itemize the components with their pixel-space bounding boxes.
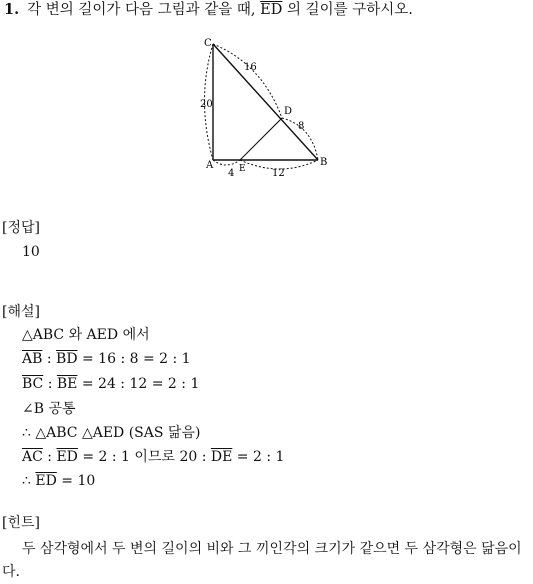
- ratio-middle: = 2 : 1 이므로 20 :: [77, 449, 211, 465]
- segment-ED: $\overline{ED}$: [56, 449, 78, 465]
- solution-line-4: ∠B 공통: [22, 401, 76, 417]
- solution-line-5: ∴ △ABC △AED (SAS 닮음): [22, 425, 201, 441]
- label-C: C: [204, 38, 212, 49]
- ratio-separator: :: [43, 376, 57, 392]
- ratio-result: = 2 : 1: [232, 449, 285, 465]
- label-B: B: [320, 157, 328, 168]
- solution-header: [해설]: [2, 304, 40, 320]
- length-AE: 4: [228, 168, 235, 179]
- solution-line-2: [22, 349, 191, 369]
- hint-text: 두 삼각형에서 두 변의 길이의 비와 그 끼인각의 크기가 같으면 두 삼각형은 닮음이다.: [2, 541, 522, 580]
- label-D: D: [284, 106, 293, 117]
- length-EB: 12: [272, 168, 285, 179]
- question: [4, 0, 413, 20]
- segment-AB: $\overline{AB}$: [22, 351, 43, 367]
- answer-header: [정답]: [2, 220, 40, 236]
- ratio-separator: :: [42, 449, 57, 465]
- ratio-separator: :: [42, 351, 57, 367]
- answer-value: 10: [22, 244, 40, 260]
- segment-DE: $\overline{DE}$: [210, 449, 233, 465]
- segment-BE: $\overline{BE}$: [56, 376, 78, 392]
- segment-AC: $\overline{AC}$: [22, 449, 43, 465]
- solution-line-6: [22, 447, 284, 467]
- label-A: A: [206, 160, 214, 171]
- ratio-result: = 24 : 12 = 2 : 1: [77, 376, 200, 392]
- length-DB: 8: [298, 121, 305, 132]
- segment-ED: [240, 118, 282, 160]
- segment-ED-final: $\overline{ED}$: [35, 473, 57, 489]
- solution-line-3: [22, 374, 199, 394]
- label-E: E: [239, 164, 246, 174]
- segment-BD: $\overline{BD}$: [56, 351, 78, 367]
- ratio-result: = 16 : 8 = 2 : 1: [77, 351, 191, 367]
- question-number: 1.: [4, 1, 20, 18]
- final-result: = 10: [56, 473, 96, 489]
- solution-line-1: △ABC 와 AED 에서: [22, 327, 150, 343]
- hint-header: [힌트]: [2, 515, 40, 531]
- arc-AE: [213, 160, 240, 165]
- side-CB: [213, 44, 318, 160]
- question-text-before: 각 변의 길이가 다음 그림과 같을 때,: [27, 2, 256, 18]
- solution-line-7: [22, 471, 95, 491]
- length-CA: 20: [200, 99, 213, 110]
- question-text-after: 의 길이를 구하시오.: [286, 2, 413, 18]
- length-CD: 16: [244, 62, 257, 73]
- question-segment: $\overline{ED}$: [260, 2, 283, 18]
- therefore-symbol: ∴: [22, 473, 36, 489]
- segment-BC: $\overline{BC}$: [22, 376, 44, 392]
- triangle-figure: [190, 28, 340, 184]
